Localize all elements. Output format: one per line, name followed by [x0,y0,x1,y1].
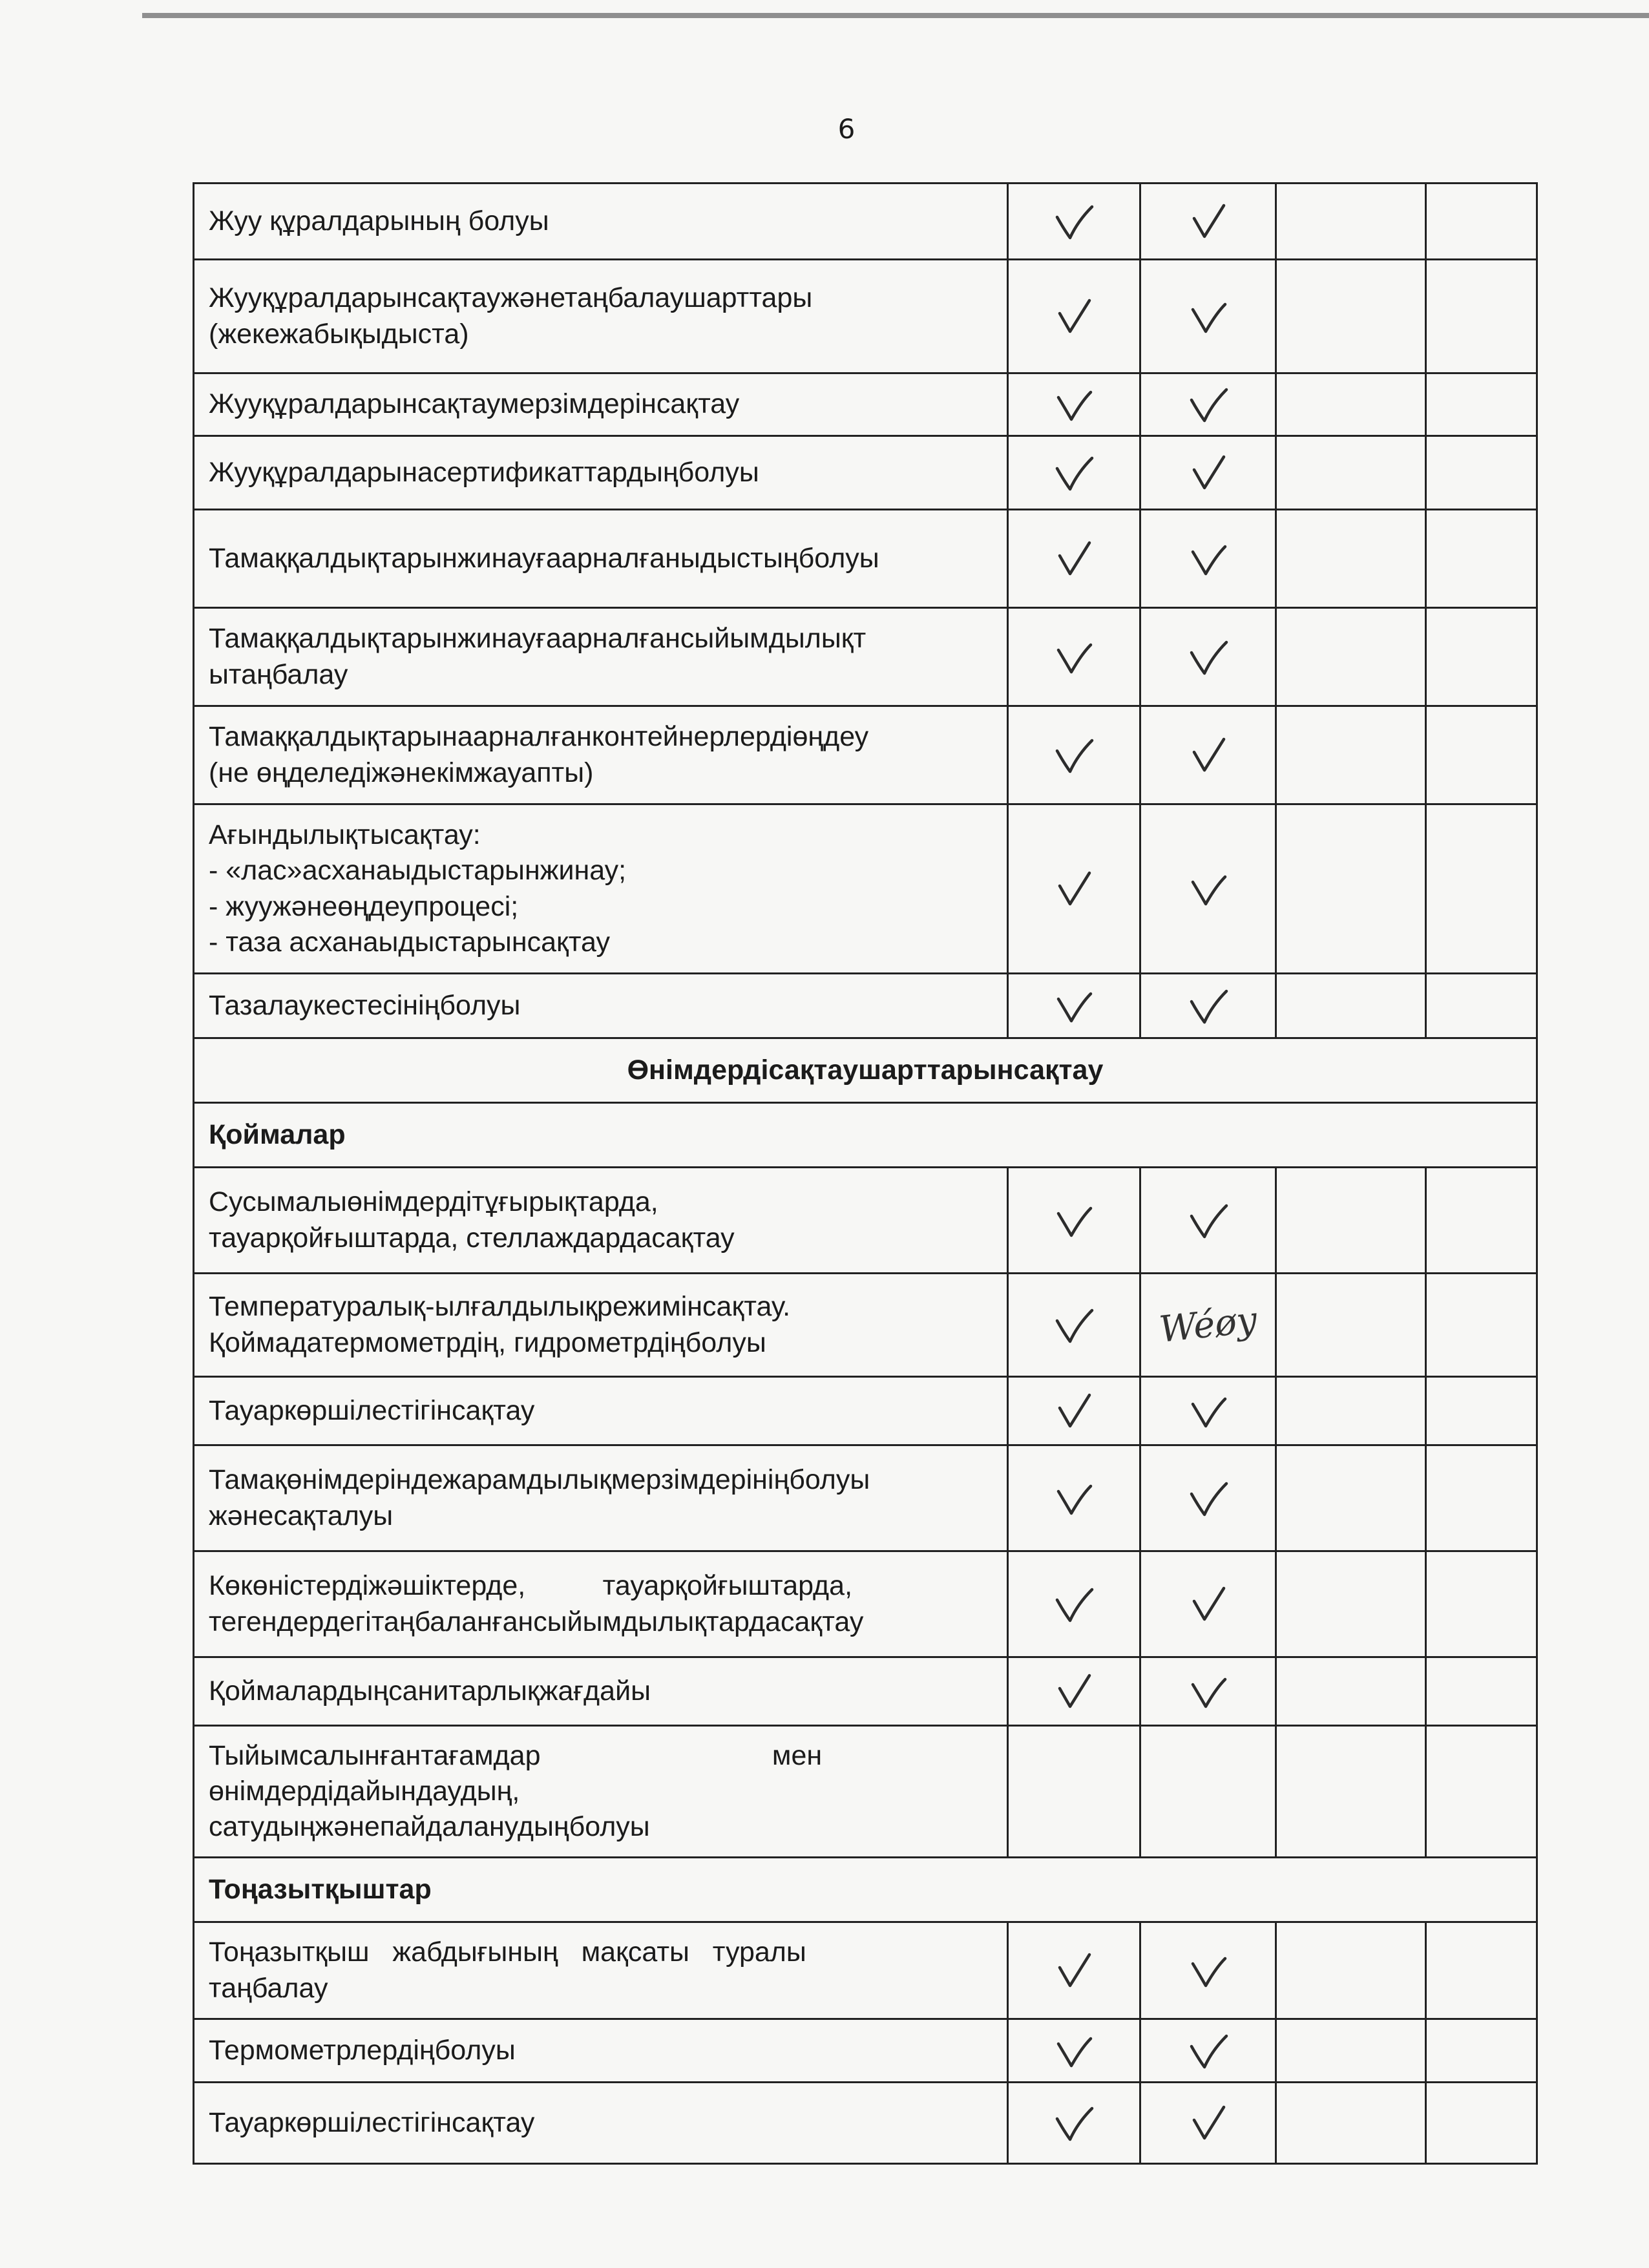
check-cell-2 [1140,804,1276,974]
requirement-line: өнімдердідайындаудың, [209,1775,520,1807]
checkmark-icon [1182,450,1234,496]
checkmark-icon [1182,2101,1234,2146]
checkmark-icon [1048,1476,1100,1521]
checkmark-icon [1048,866,1100,912]
check-cell-2 [1140,260,1276,373]
checkmark-icon [1048,635,1100,680]
checkmark-icon [1182,1198,1234,1243]
check-cell-4 [1426,706,1537,804]
check-cell-3 [1276,1168,1426,1274]
requirement-text [194,608,1008,706]
checkmark-icon [1182,199,1234,244]
checklist-body [194,184,1537,2164]
checkmark-icon [1182,983,1234,1029]
check-cell-4 [1426,2083,1537,2164]
checkmark-icon [1182,1582,1234,1627]
checkmark-icon [1048,733,1100,778]
check-cell-1 [1008,1274,1140,1377]
requirement-text [194,373,1008,436]
checkmark-icon [1048,199,1100,244]
requirement-line: тегендердегітаңбаланғансыйымдылықтардасақтау [209,1606,864,1637]
checkmark-icon [1048,1389,1100,1434]
check-cell-3 [1276,510,1426,608]
table-row [194,804,1537,974]
checkmark-icon [1048,1198,1100,1243]
requirement-text [194,1274,1008,1377]
subsection-heading: Қоймалар [194,1103,1537,1168]
handwritten-note: Wéøy [1157,1298,1259,1351]
requirement-text [194,706,1008,804]
table-row [194,1551,1537,1657]
checkmark-icon [1182,1389,1234,1434]
check-cell-2 [1140,510,1276,608]
check-cell-4 [1426,1726,1537,1858]
table-row [194,184,1537,260]
table-row [194,1922,1537,2019]
checkmark-icon [1048,294,1100,339]
check-cell-2 [1140,2019,1276,2083]
requirement-line: Жууқұралдарынасертификаттардыңболуы [209,456,759,488]
check-cell-4 [1426,184,1537,260]
scan-page-edge [142,13,1649,18]
requirement-line: Көкөністердіжәшіктерде, тауарқойғыштарда, [209,1570,853,1602]
checkmark-icon [1182,382,1234,427]
check-cell-2 [1140,1657,1276,1726]
checkmark-icon [1182,1948,1234,1993]
requirement-line: Тамаққалдықтарынаарналғанконтейнерлердіөңдеу [209,721,869,753]
check-cell-1 [1008,373,1140,436]
table-row [194,1445,1537,1551]
checkmark-icon [1048,983,1100,1029]
requirement-line: сатудыңжәнепайдаланудыңболуы [209,1811,650,1843]
check-cell-4 [1426,1922,1537,2019]
check-cell-4 [1426,1168,1537,1274]
check-cell-4 [1426,260,1537,373]
table-row [194,1168,1537,1274]
check-cell-2 [1140,1726,1276,1858]
requirement-text [194,260,1008,373]
check-cell-1 [1008,2019,1140,2083]
check-cell-1 [1008,260,1140,373]
check-cell-1 [1008,608,1140,706]
check-cell-3 [1276,1726,1426,1858]
check-cell-1 [1008,2083,1140,2164]
check-cell-3 [1276,706,1426,804]
check-cell-2 [1140,373,1276,436]
check-cell-1 [1008,1551,1140,1657]
table-row [194,706,1537,804]
check-cell-1 [1008,706,1140,804]
check-cell-2 [1140,706,1276,804]
check-cell-3 [1276,2019,1426,2083]
check-cell-4 [1426,1445,1537,1551]
table-row [194,974,1537,1038]
check-cell-3 [1276,1274,1426,1377]
requirement-text [194,1922,1008,2019]
checkmark-icon [1048,1948,1100,1993]
requirement-text [194,1657,1008,1726]
requirement-line: - жуужәнеөңдеупроцесі; [209,890,519,922]
requirement-line: Температуралық-ылғалдылықрежимінсақтау. [209,1291,791,1323]
table-row [194,436,1537,510]
requirement-text [194,184,1008,260]
check-cell-2 [1140,1168,1276,1274]
checkmark-icon [1048,1669,1100,1714]
checkmark-icon [1182,1669,1234,1714]
requirement-line: Жууқұралдарынсақтаужәнетаңбалаушарттары [209,282,813,314]
check-cell-4 [1426,436,1537,510]
requirement-text [194,1445,1008,1551]
requirement-text [194,510,1008,608]
check-cell-1 [1008,1922,1140,2019]
check-cell-2 [1140,1274,1276,1377]
check-cell-1 [1008,436,1140,510]
checkmark-icon [1182,294,1234,339]
requirement-text [194,1726,1008,1858]
check-cell-1 [1008,184,1140,260]
check-cell-2 [1140,1445,1276,1551]
table-row [194,2019,1537,2083]
table-row [194,608,1537,706]
subsection-row [194,1103,1537,1168]
requirement-line: Тамақөнімдеріндежарамдылықмерзімдерініңболуы [209,1464,870,1496]
subsection-heading: Тоңазытқыштар [194,1858,1537,1922]
requirement-line: ытаңбалау [209,658,348,690]
check-cell-3 [1276,804,1426,974]
check-cell-3 [1276,2083,1426,2164]
check-cell-2 [1140,608,1276,706]
table-row [194,373,1537,436]
requirement-line: - таза асханаыдыстарынсақтау [209,926,610,958]
table-row [194,1274,1537,1377]
requirement-line: Термометрлердіңболуы [209,2034,516,2066]
check-cell-4 [1426,804,1537,974]
check-cell-1 [1008,510,1140,608]
table-row [194,1657,1537,1726]
check-cell-3 [1276,373,1426,436]
check-cell-1 [1008,1377,1140,1445]
requirement-line: (не өңделедіжәнекімжауапты) [209,757,594,788]
section-row [194,1038,1537,1103]
table-row [194,1726,1537,1858]
checkmark-icon [1048,2028,1100,2074]
checkmark-icon [1182,2028,1234,2074]
requirement-line: Тоңазытқыш жабдығының мақсаты туралы [209,1937,806,1968]
checkmark-icon [1182,866,1234,912]
requirement-line: Тазалаукестесініңболуы [209,989,521,1021]
check-cell-4 [1426,608,1537,706]
section-heading: Өнімдердісақтаушарттарынсақтау [194,1038,1537,1103]
check-cell-3 [1276,1445,1426,1551]
check-cell-3 [1276,436,1426,510]
requirement-line: Жууқұралдарынсақтаумерзімдерінсақтау [209,388,740,420]
check-cell-1 [1008,974,1140,1038]
checkmark-icon [1048,450,1100,496]
check-cell-2 [1140,184,1276,260]
table-row [194,1377,1537,1445]
requirement-text [194,436,1008,510]
checkmark-icon [1048,536,1100,582]
requirement-text [194,2019,1008,2083]
requirement-line: Тыйымсалынғантағамдар мен [209,1739,823,1771]
check-cell-1 [1008,804,1140,974]
requirement-text [194,1168,1008,1274]
check-cell-4 [1426,1657,1537,1726]
checkmark-icon [1182,635,1234,680]
check-cell-3 [1276,974,1426,1038]
check-cell-4 [1426,510,1537,608]
requirement-line: тауарқойғыштарда, стеллаждардасақтау [209,1222,735,1254]
requirement-line: таңбалау [209,1972,328,2004]
check-cell-3 [1276,1657,1426,1726]
requirement-text [194,804,1008,974]
check-cell-3 [1276,608,1426,706]
requirement-line: Жуу құралдарының болуы [209,205,549,236]
check-cell-4 [1426,2019,1537,2083]
check-cell-1 [1008,1168,1140,1274]
check-cell-1 [1008,1445,1140,1551]
check-cell-2 [1140,436,1276,510]
checkmark-icon [1048,382,1100,427]
check-cell-2 [1140,2083,1276,2164]
table-row [194,260,1537,373]
check-cell-2 [1140,1551,1276,1657]
requirement-line: Қоймалардыңсанитарлықжағдайы [209,1675,651,1706]
check-cell-3 [1276,1377,1426,1445]
check-cell-2 [1140,1922,1276,2019]
requirement-text [194,1551,1008,1657]
checkmark-icon [1048,2101,1100,2146]
inspection-checklist-table [193,182,1538,2165]
requirement-line: (жекежабықыдыста) [209,318,469,350]
check-cell-4 [1426,974,1537,1038]
check-cell-4 [1426,1551,1537,1657]
requirement-line: Қоймадатермометрдің, гидрометрдіңболуы [209,1327,766,1358]
table-row [194,2083,1537,2164]
requirement-text [194,1377,1008,1445]
checkmark-icon [1182,536,1234,582]
page-number: 6 [837,113,856,145]
requirement-line: Тауаркөршілестігінсақтау [209,2106,535,2138]
requirement-line: Тауаркөршілестігінсақтау [209,1394,535,1426]
check-cell-3 [1276,1551,1426,1657]
check-cell-1 [1008,1657,1140,1726]
requirement-line: Тамаққалдықтарынжинауғаарналғансыйымдылықт [209,623,867,655]
checkmark-icon [1182,1476,1234,1521]
requirement-text [194,974,1008,1038]
check-cell-3 [1276,184,1426,260]
requirement-line: Сусымалыөнімдердітұғырықтарда, [209,1186,658,1218]
check-cell-4 [1426,373,1537,436]
requirement-line: жәнесақталуы [209,1500,394,1531]
checkmark-icon [1182,733,1234,778]
checkmark-icon [1048,1582,1100,1627]
check-cell-2 [1140,974,1276,1038]
check-cell-1 [1008,1726,1140,1858]
requirement-line: - «лас»асханаыдыстарынжинау; [209,855,627,887]
check-cell-4 [1426,1377,1537,1445]
check-cell-3 [1276,260,1426,373]
checkmark-icon [1048,1303,1100,1348]
check-cell-3 [1276,1922,1426,2019]
table-row [194,510,1537,608]
subsection-row [194,1858,1537,1922]
requirement-line: Ағындылықтысақтау: [209,819,481,851]
check-cell-2 [1140,1377,1276,1445]
check-cell-4 [1426,1274,1537,1377]
requirement-line: Тамаққалдықтарынжинауғаарналғаныдыстыңболуы [209,542,879,574]
requirement-text [194,2083,1008,2164]
